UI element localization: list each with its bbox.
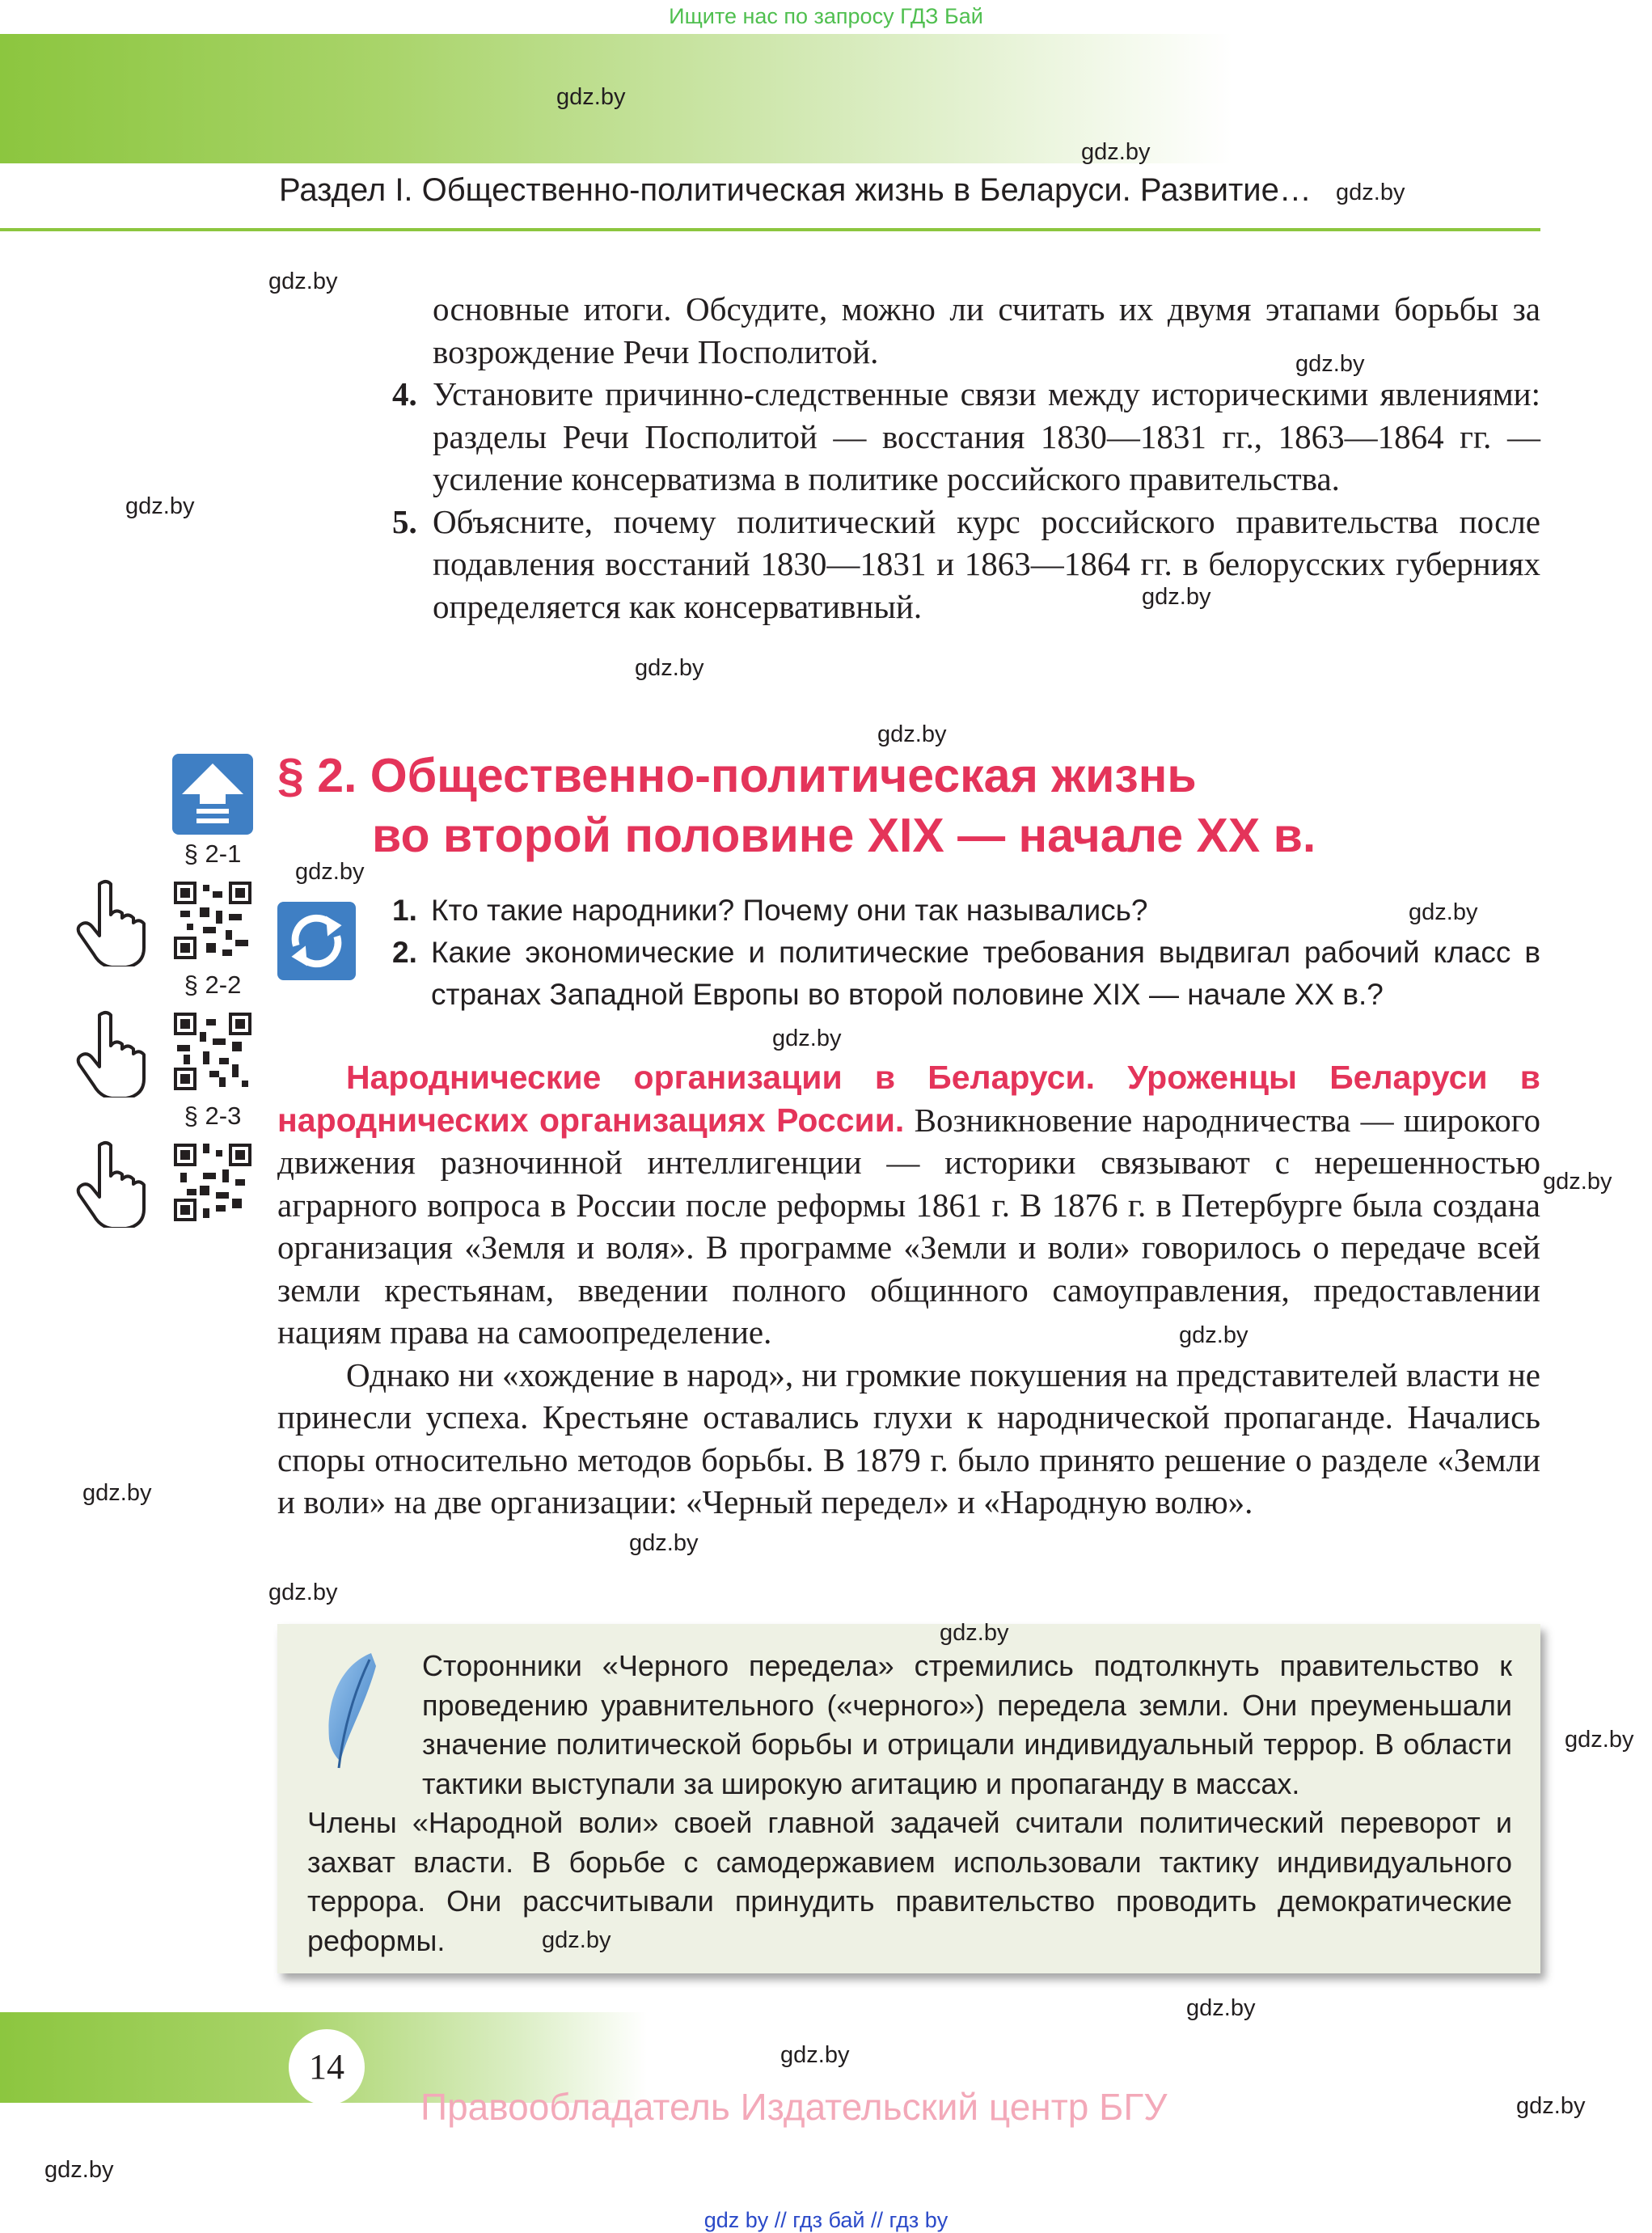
paragraph-1-text: Возникновение народничества — широкого движения разночинной интеллигенции — историки связывают с нерешенностью аграрного вопроса в России после реформы 1861 г. В 1876 г. в Петербурге была создана организация «Земля и воля». В программе «Земли и воли» говорилось о передаче всей земли крестьянам, введении полного общинного самоуправления, предоставлении нациям права на самоопределение. [277, 1101, 1541, 1351]
watermark: gdz.by [1336, 180, 1405, 205]
question-text: Какие экономические и политические требования выдвигал рабочий класс в странах Западной Европы во второй половине XIX — начале XX в.? [431, 936, 1540, 1011]
watermark: gdz.by [635, 655, 704, 681]
question-4 [392, 373, 1540, 501]
section-title [277, 746, 1316, 865]
qr-code-icon[interactable] [174, 1144, 251, 1221]
watermark: gdz.by [780, 2042, 850, 2068]
qr-code-icon[interactable] [174, 1013, 251, 1090]
watermark: gdz.by [125, 493, 195, 519]
question-text: Установите причинно-следственные связи между историческими явлениями: разделы Речи Посполитой — восстания 1830—1831 гг., 1863—1864 гг. — усиление консерватизма в политике российского правительства. [433, 375, 1540, 497]
pointing-hand-icon [71, 1139, 156, 1232]
watermark: gdz.by [940, 1620, 1009, 1646]
watermark: gdz.by [1295, 351, 1365, 377]
pointing-hand-icon [71, 1009, 156, 1102]
copyright-notice: Правообладатель Издательский центр БГУ [420, 2086, 1168, 2128]
paragraph-1 [277, 1056, 1540, 1354]
review-question-2 [392, 932, 1540, 1016]
question-5 [392, 501, 1540, 628]
paragraph-heading: Народнические организации в Беларуси. Уроженцы Беларуси в народнических организациях России. [277, 1059, 1540, 1139]
pointing-hand-icon [71, 878, 156, 971]
header-divider [0, 228, 1540, 231]
review-questions [392, 890, 1540, 1016]
watermark: gdz.by [542, 1927, 611, 1953]
note-box-indented: Сторонники «Черного передела» стремились подтолкнуть правительство к проведению уравнительного («черного») передела земли. Они преуменьшали значение политической борьбы и отрицали индивидуальный террор. В области тактики выступали за широкую агитацию и пропаганду в массах. [422, 1649, 1512, 1800]
watermark: gdz.by [268, 1580, 338, 1605]
paragraph-2: Однако ни «хождение в народ», ни громкие покушения на представителей власти не принесли успеха. Крестьяне оставались глухи к народнической пропаганде. Начались споры относительно методов борьбы. В 1879 г. было принято решение о разделе «Земли и воли» на две организации: «Черный передел» и «Народную волю». [277, 1355, 1540, 1520]
watermark: gdz.by [1409, 899, 1478, 925]
question-number: 5. [392, 502, 417, 540]
prev-questions [392, 288, 1540, 628]
watermark: gdz.by [295, 859, 365, 885]
question-cont-text: основные итоги. Обсудите, можно ли считать их двумя этапами борьбы за возрождение Речи Посполитой. [433, 290, 1540, 370]
question-number: 2. [392, 936, 417, 969]
question-text: Объясните, почему политический курс российского правительства после подавления восстаний 1830—1831 и 1863—1864 гг. в белорусских губерниях определяется как консервативный. [433, 502, 1540, 625]
side-link-label: § 2-2 [184, 971, 242, 999]
side-link-label: § 2-1 [184, 839, 242, 868]
watermark: gdz.by [1142, 584, 1211, 610]
question-number: 1. [392, 894, 417, 927]
watermark: gdz.by [268, 269, 338, 294]
watermark: gdz.by [772, 1026, 842, 1051]
question-text: Кто такие народники? Почему они так назывались? [431, 894, 1148, 927]
watermark: gdz.by [1565, 1727, 1634, 1753]
qr-code-icon[interactable] [174, 882, 251, 959]
question-number: 4. [392, 375, 417, 412]
up-arrow-icon[interactable] [172, 754, 253, 835]
section-title-line2: во второй половине XIX — начале XX в. [372, 809, 1316, 862]
page-number: 14 [289, 2029, 365, 2105]
watermark: gdz.by [1186, 1995, 1256, 2021]
watermark: gdz.by [1179, 1322, 1249, 1348]
watermark: gdz.by [44, 2157, 114, 2183]
watermark: gdz.by [877, 721, 947, 747]
running-header: Раздел I. Общественно-политическая жизнь в Беларуси. Развитие… [279, 172, 1312, 208]
watermark: gdz.by [1516, 2093, 1586, 2119]
section-title-line1: § 2. Общественно-политическая жизнь [277, 749, 1197, 802]
watermark: gdz.by [1543, 1169, 1612, 1195]
watermark: gdz.by [629, 1530, 699, 1556]
bottom-links[interactable]: gdz by // гдз бай // гдз by [703, 2208, 949, 2232]
side-link-label: § 2-3 [184, 1102, 242, 1130]
note-box-rest: Члены «Народной воли» своей главной задачей считали политический переворот и захват власти. В борьбе с самодержавием использовали тактику индивидуального террора. Они рассчитывали принудить правительство проводить демократические реформы. [307, 1806, 1512, 1957]
review-question-1 [392, 890, 1540, 932]
header-band [0, 34, 1540, 163]
watermark: gdz.by [1081, 139, 1151, 165]
question-cont [392, 288, 1540, 373]
watermark: gdz.by [82, 1480, 152, 1506]
review-refresh-icon [277, 902, 356, 980]
note-box-text [307, 1647, 1512, 1960]
watermark: gdz.by [556, 84, 626, 110]
top-banner[interactable]: Ищите нас по запросу ГДЗ Бай [669, 4, 983, 28]
main-text [277, 1056, 1540, 1524]
